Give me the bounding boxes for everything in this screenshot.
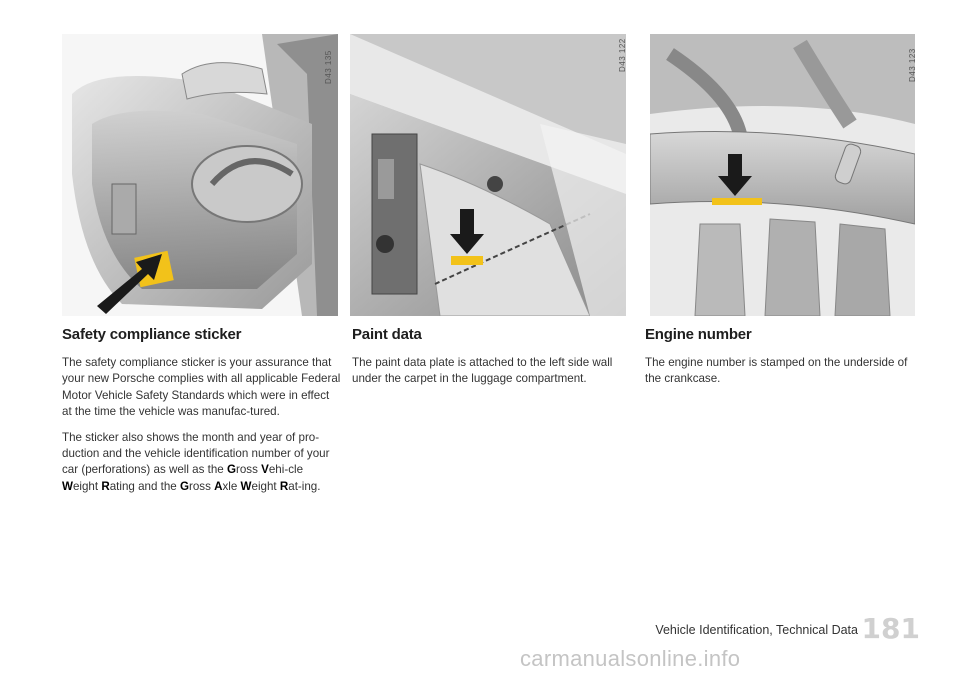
paragraph: The sticker also shows the month and year of pro-duction and the vehicle identification number of your car (perforations) as well as the Gross Vehi-cle Weight Rating and the Gross Axle Weight Rat-ing. xyxy=(62,430,330,493)
figure-code: D43 123 xyxy=(908,48,917,82)
engine-illustration xyxy=(650,34,915,316)
figure-luggage xyxy=(350,34,626,316)
figure-door xyxy=(62,34,338,316)
page-footer xyxy=(655,612,920,645)
figure-code: D43 122 xyxy=(618,38,627,72)
section-paint-data xyxy=(352,326,628,397)
section-heading: Safety compliance sticker xyxy=(62,326,242,343)
paint-plate-highlight xyxy=(451,256,483,265)
paragraph: The safety compliance sticker is your assurance that your new Porsche complies with all applicable Federal Motor Vehicle Safety Standards which were in effect at the time the vehicle was manufac-tured. xyxy=(62,356,341,419)
section-heading: Engine number xyxy=(645,326,752,343)
section-engine-number xyxy=(645,326,920,397)
paragraph: The paint data plate is attached to the left side wall under the carpet in the luggage compartment. xyxy=(352,356,613,386)
figure-code: D43 135 xyxy=(324,50,333,84)
watermark: carmanualsonline.info xyxy=(520,646,741,671)
paragraph: The engine number is stamped on the underside of the crankcase. xyxy=(645,356,908,386)
page-number: 181 xyxy=(861,612,920,645)
figure-engine xyxy=(650,34,915,316)
footer-title: Vehicle Identification, Technical Data xyxy=(655,623,858,637)
door-illustration xyxy=(62,34,338,316)
section-safety-sticker xyxy=(62,326,342,504)
luggage-illustration xyxy=(350,34,626,316)
section-heading: Paint data xyxy=(352,326,422,343)
engine-number-highlight xyxy=(712,198,762,205)
